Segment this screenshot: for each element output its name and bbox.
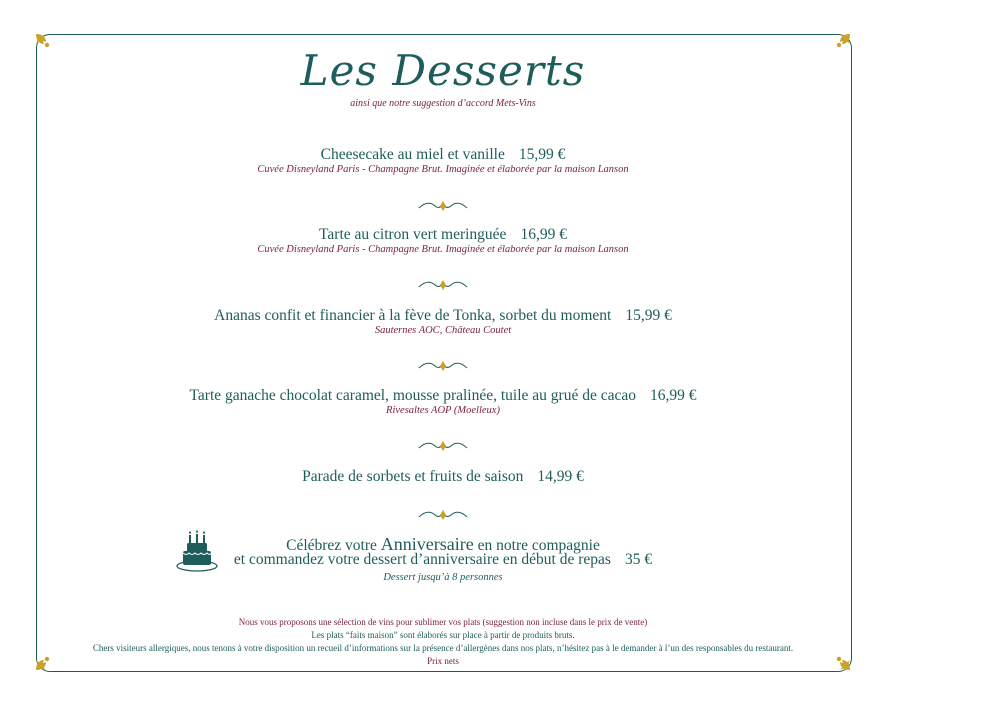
anniversary-post: en notre compagnie bbox=[477, 537, 600, 554]
wine-pairing: Rivesaltes AOP (Moelleux) bbox=[386, 405, 500, 416]
dish-price: 15,99 € bbox=[625, 307, 672, 324]
dish-price: 16,99 € bbox=[520, 226, 567, 243]
divider-ornament-icon bbox=[417, 509, 469, 521]
dish-name: Cheesecake au miel et vanille bbox=[320, 146, 505, 163]
footer-allergen-note: Chers visiteurs allergiques, nous tenons à votre disposition un recueil d’informations sur la présence d’allergènes dans nos plats, n’hésitez pas à le demander à l’un des responsables du restaurant. bbox=[92, 643, 794, 653]
divider-ornament-icon bbox=[417, 279, 469, 291]
dish-name: Ananas confit et financier à la fève de Tonka, sorbet du moment bbox=[214, 307, 612, 324]
page-subtitle: ainsi que notre suggestion d’accord Mets-Vins bbox=[350, 98, 536, 109]
menu-item bbox=[36, 387, 850, 405]
anniversary-line-2 bbox=[36, 551, 850, 569]
anniversary-price: 35 € bbox=[624, 551, 653, 568]
wine-pairing: Cuvée Disneyland Paris - Champagne Brut. Imaginée et élaborée par la maison Lanson bbox=[257, 164, 629, 175]
dish-price: 16,99 € bbox=[649, 387, 697, 404]
footer-homemade-note: Les plats “faits maison” sont élaborés sur place à partir de produits bruts. bbox=[311, 630, 575, 640]
divider-ornament-icon bbox=[417, 440, 469, 452]
dish-price: 15,99 € bbox=[518, 146, 566, 163]
dish-price: 14,99 € bbox=[537, 468, 584, 485]
dish-name: Parade de sorbets et fruits de saison bbox=[302, 468, 524, 485]
anniversary-text: et commandez votre dessert d’anniversaire en début de repas bbox=[233, 551, 611, 568]
divider-ornament-icon bbox=[417, 360, 469, 372]
footer-prices-note: Prix nets bbox=[427, 656, 459, 666]
page-title: Les Desserts bbox=[300, 46, 586, 95]
footer-wine-note: Nous vous proposons une sélection de vins pour sublimer vos plats (suggestion non incluse dans le prix de vente) bbox=[238, 617, 648, 627]
anniversary-pre: Célébrez votre bbox=[286, 537, 377, 554]
menu-item bbox=[36, 226, 850, 244]
anniversary-highlight: Anniversaire bbox=[380, 534, 474, 554]
anniversary-note: Dessert jusqu’à 8 personnes bbox=[383, 572, 503, 583]
menu-item bbox=[36, 307, 850, 325]
wine-pairing: Cuvée Disneyland Paris - Champagne Brut. Imaginée et élaborée par la maison Lanson bbox=[257, 244, 629, 255]
menu-item bbox=[36, 468, 850, 486]
wine-pairing: Sauternes AOC, Château Coutet bbox=[374, 325, 512, 336]
divider-ornament-icon bbox=[417, 200, 469, 212]
menu-item bbox=[36, 146, 850, 164]
dish-name: Tarte au citron vert meringuée bbox=[319, 226, 507, 243]
dish-name: Tarte ganache chocolat caramel, mousse pralinée, tuile au grué de cacao bbox=[189, 387, 636, 404]
